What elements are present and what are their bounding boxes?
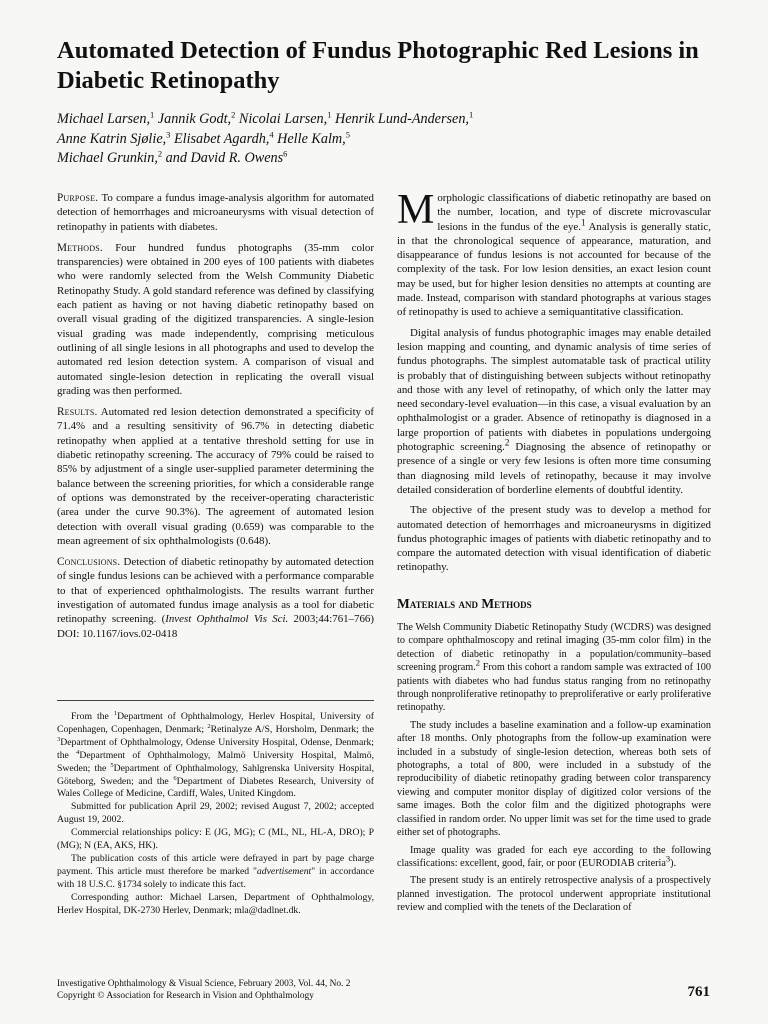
drop-cap: M (397, 187, 435, 233)
author: Jannik Godt,$^2$ (157, 109, 236, 127)
abstract-label: Purpose. (57, 192, 99, 204)
methods-paragraph: The study includes a baseline examination and a follow-up examination after 18 months. Only photographs from the follow-up examination were included in a substudy of single-lesion detection, whereas both sets of photographs, a total of 800, were included in a substudy of the reproducibility of diabetic retinopathy grading between color transparency viewing and computer monitor display of digitized color versions of the same images. Both the color film and the digitized photographs were classified in random order. No upper limit was set for the time used to grade either set of photographs. (397, 719, 711, 839)
methods-paragraph: The present study is an entirely retrospective analysis of a prospectively planned investigation. The protocol underwent appropriate institutional review and complied with the tenets of the Declaration of (397, 875, 711, 914)
intro-paragraph: Morphologic classifications of diabetic retinopathy are based on the number, location, and type of discrete microvascular lesions in the fundus of the eye.$^1$ Analysis is generally static, in that the chronological sequence of appearance, maturation, and disappearance of fundus lesions is not accounted for because of the complexity of the task. For low lesion densities, an exact lesion count may be used, but for higher lesion densities no attempts at counting are made. Instead, comparison with standard photographs at various stages of retinopathy is used to achieve a semiquantitative classification. (397, 187, 711, 319)
journal-citation: Investigative Ophthalmology & Visual Science, February 2003, Vol. 44, No. 2 (57, 979, 351, 989)
corresponding-author: Corresponding author: Michael Larsen, Department of Ophthalmology, Herlev Hospital, DK-2730 Herlev, Denmark; mla@dadlnet.dk. (57, 891, 374, 916)
abstract-methods: Methods. Four hundred fundus photographs (35-mm color transparencies) were obtained in 200 eyes of 100 patients with diabetes who were randomly selected from the Welsh Community Diabetic Retinopathy Study. A gold standard reference was defined by classifying each patient as having or not having diabetic retinopathy based on overall visual grading of the digitized transparencies. A single-lesion visual grading was made independently, comprising meticulous outlining of all single lesions in all photographs and used to develop the automated red lesion detection system. A comparison of visual and automated single-lesion detection in replicating the overall visual grading was then performed. (57, 241, 374, 397)
affiliations-footnote (57, 700, 374, 918)
author: Henrik Lund-Andersen,$^1$ (334, 109, 474, 127)
submission-dates: Submitted for publication April 29, 2002; revised August 7, 2002; accepted August 19, 2002. (57, 801, 374, 826)
intro-paragraph: The objective of the present study was to develop a method for automated detection of hemorrhages and microaneurysms in digitized fundus photographic images of patients with diabetic retinopathy and to compare the automated detection with visual identification of diabetic retinopathy. (397, 504, 711, 574)
author: Helle Kalm,$^5$ (277, 128, 350, 147)
abstract-results: Results. Automated red lesion detection demonstrated a specificity of 71.4% and a resulting sensitivity of 96.7% in detecting diabetic retinopathy when applied at a tentative threshold setting for use in diabetic retinopathy screening. The accuracy of 79% could be raised to 85% by adjustment of a single user-supplied parameter determining the balance between the screening priorities, for which a considerable range of options was demonstrated by the receiver-operating characteristic (area under the curve 90.3%). The agreement of automated lesion detection with overall visual grading (0.659) was comparable to the mean agreement of six ophthalmologists (0.648). (57, 406, 374, 547)
author: Elisabet Agardh,$^4$ (173, 128, 274, 147)
methods-paragraph: The Welsh Community Diabetic Retinopathy Study (WCDRS) was designed to compare ophthalmoscopy and retinal imaging (35-mm color film) in the detection of diabetic retinopathy in a population/community–based screening program.$^2$ From this cohort a random sample was extracted of 100 patients with diabetes who had fundus status ranging from no retinopathy through nonproliferative retinopathy to preproliferative or early proliferative retinopathy. (397, 622, 711, 714)
author: Michael Grunkin,$^2$ (57, 148, 163, 166)
publication-costs: The publication costs of this article were defrayed in part by page charge payment. This article must therefore be marked "advertisement" in accordance with 18 U.S.C. §1734 solely to indicate this fact. (57, 852, 374, 890)
copyright-notice: Copyright © Association for Research in Vision and Ophthalmology (57, 991, 314, 1002)
commercial-relationships: Commercial relationships policy: E (JG, MG); C (ML, NL, HL-A, DRO); P (MG); N (EA, AKS, HK). (57, 827, 374, 852)
abstract (57, 191, 374, 648)
citation-journal: Invest Ophthalmol Vis Sci. (165, 613, 289, 626)
author-list (57, 110, 717, 169)
abstract-label: Conclusions. (57, 556, 121, 569)
abstract-label: Results. (57, 406, 98, 419)
methods-paragraph: Image quality was graded for each eye according to the following classifications: excellent, good, fair, or poor (EURODIAB criteria$^3$). (397, 844, 711, 869)
intro-paragraph: Digital analysis of fundus photographic images may enable detailed lesion mapping and counting, and dynamic analysis of time series of fundus photographs. The simplest automatable task of practical utility is probably that of distinguishing between subjects without retinopathy and those with any level of retinopathy, of which only the latter may need secondary-level evaluation—in this case, a visual evaluation by an ophthalmologist or a grader. Absence of retinopathy is diagnosed in a large proportion of patients with diabetes in populations undergoing photographic screening.$^2$ Diagnosing the absence of retinopathy or presence of a single or very few lesions is often more time consuming than diagnosing mild levels of retinopathy, because it may involve detailed consideration of borderline elements of doubtful identity. (397, 326, 711, 496)
page-number: 761 (687, 984, 710, 1000)
abstract-purpose: Purpose. To compare a fundus image-analysis algorithm for automated detection of hemorrhages and microaneurysms with visual detection of retinopathy in patients with diabetes. (57, 192, 375, 233)
affiliation-text: From the $^1$Department of Ophthalmology, Herlev Hospital, University of Copenhagen, Copenhagen, Denmark; $^2$Retinalyze A/S, Horsholm, Denmark; the $^3$Department of Ophthalmology, Odense University Hospital, Odense, Denmark; the $^4$Department of Ophthalmology, Malmö University Hospital, Malmö, Sweden; the $^5$Department of Ophthalmology, Sahlgrenska University Hospital, Göteborg, Sweden; and the $^6$Department of Diabetes Research, University of Wales College of Medicine, Cardiff, Wales, United Kingdom. (57, 709, 374, 800)
abstract-label: Methods. (57, 241, 103, 254)
article-title: Automated Detection of Fundus Photographic Red Lesions in Diabetic Retinopathy (57, 37, 699, 94)
author: Michael Larsen,$^1$ (57, 109, 155, 127)
section-heading: Materials and Methods (397, 595, 532, 611)
abstract-conclusions: Conclusions. Detection of diabetic retinopathy by automated detection of single fundus lesions can be achieved with a performance comparable to that of experienced ophthalmologists. The results warrant further investigation of automated fundus image analysis as a tool for diabetic retinopathy screening. (Invest Ophthalmol Vis Sci. 2003;44:761–766) DOI: 10.1167/iovs.02-0418 (57, 556, 374, 640)
journal-footer (57, 978, 477, 1003)
body-column (397, 187, 711, 919)
author: Nicolai Larsen,$^1$ (238, 109, 332, 127)
methods-section (397, 621, 711, 915)
author: and David R. Owens$^6$ (165, 148, 288, 166)
author: Anne Katrin Sjølie,$^3$ (57, 128, 171, 147)
